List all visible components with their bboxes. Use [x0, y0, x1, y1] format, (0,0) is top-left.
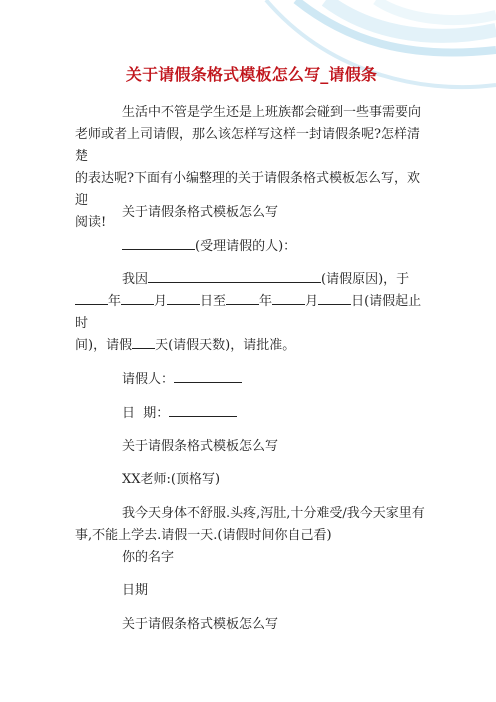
reason-line-2: [75, 291, 428, 335]
reason-lead: 我因: [122, 272, 149, 287]
day-to-label: 日至: [200, 294, 227, 309]
year-blank: [75, 292, 108, 305]
date-label: 日 期：: [122, 406, 170, 421]
year-label: 年: [259, 294, 273, 309]
reason-blank: [148, 270, 321, 283]
date-word: 日期: [122, 583, 149, 598]
year-blank: [226, 292, 259, 305]
leave-days-hint: 天(请假天数)，请批准。: [155, 338, 296, 353]
salutation: XX老师:(顶格写): [122, 472, 221, 487]
day-blank: [167, 292, 200, 305]
date-blank: [169, 404, 237, 417]
addressee-blank: [122, 237, 195, 250]
example-heading: 关于请假条格式模板怎么写: [122, 439, 279, 454]
intro-line: 生活中不管是学生还是上班族都会碰到一些事需要向: [122, 105, 422, 120]
section-heading: 关于请假条格式模板怎么写: [122, 205, 279, 220]
month-blank: [272, 292, 305, 305]
addressee-line: [75, 236, 475, 258]
month-label: 月: [154, 294, 168, 309]
intro-line: 的表达呢?下面有小编整理的关于请假条格式模板怎么写，欢迎: [75, 171, 420, 208]
month-blank: [121, 292, 154, 305]
reason-line-1: [75, 269, 428, 291]
document-title: 关于请假条格式模板怎么写_请假条: [125, 65, 378, 84]
requester-line: [75, 369, 475, 391]
date-line: [75, 403, 475, 425]
day-blank: [318, 292, 351, 305]
reason-hint: (请假原因)，于: [321, 272, 410, 287]
leave-days-lead: 间)，请假: [75, 338, 133, 353]
month-label: 月: [305, 294, 319, 309]
requester-blank: [174, 370, 242, 383]
day-hint: 日(请假起止时: [75, 294, 422, 331]
your-name: 你的名字: [122, 550, 175, 565]
intro-line: 老师或者上司请假，那么该怎样写这样一封请假条呢?怎样清楚: [75, 127, 420, 164]
requester-label: 请假人：: [122, 372, 175, 387]
intro-line: 阅读!: [75, 215, 107, 230]
example-body-line: 事,不能上学去.请假一天.(请假时间你自己看): [75, 528, 332, 543]
days-blank: [132, 336, 155, 349]
year-label: 年: [108, 294, 122, 309]
reason-line-3: [75, 335, 428, 357]
reason-paragraph: [75, 269, 428, 357]
example-body-line: 我今天身体不舒服.头疼,泻肚,十分难受/我今天家里有: [122, 506, 425, 521]
example-body: [75, 503, 428, 547]
addressee-hint: (受理请假的人)：: [195, 239, 297, 254]
footer-heading: 关于请假条格式模板怎么写: [122, 617, 279, 632]
